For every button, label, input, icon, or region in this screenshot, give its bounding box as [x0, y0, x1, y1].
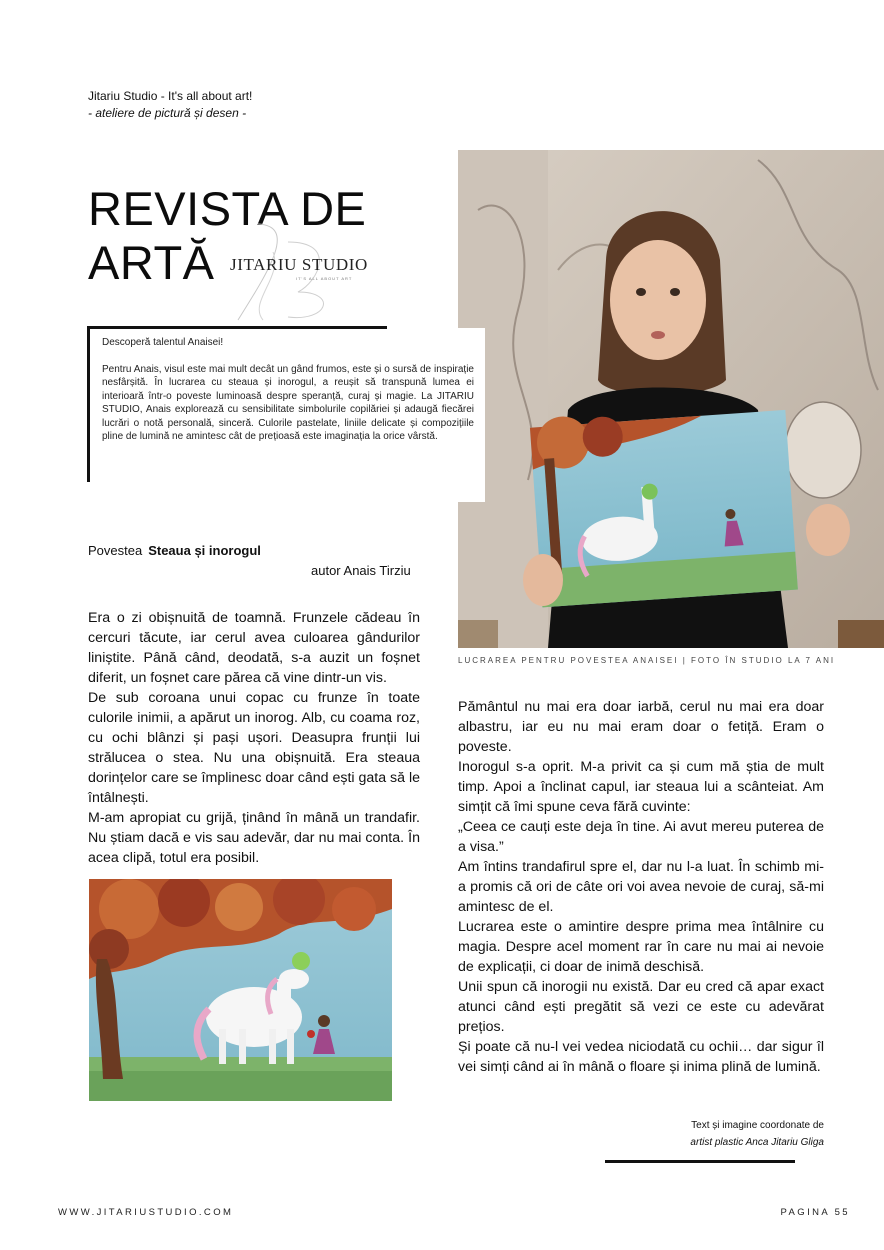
story-paragraph: Inorogul s-a oprit. M-a privit ca și cum mă știa de mult timp. Apoi a înclinat capul, iar steaua lui a scânteiat. Am simțit că îmi spune ceva fără cuvinte: — [458, 759, 824, 815]
credit-rule — [605, 1160, 795, 1163]
studio-subtitle: - ateliere de pictură și desen - — [88, 106, 247, 120]
story-paragraph: Am întins trandafirul spre el, dar nu l-a luat. În schimb mi-a promis că ori de câte ori voi avea nevoie de curaj, să-mi amintesc de el. — [458, 859, 824, 915]
credit-line-2: artist plastic Anca Jitariu Gliga — [690, 1137, 824, 1148]
title-line-2: ARTĂ — [88, 236, 215, 289]
intro-heading: Descoperă talentul Anaisei! — [102, 337, 224, 348]
story-paragraph: Era o zi obișnuită de toamnă. Frunzele cădeau în cercuri tăcute, iar cerul avea culoarea gândurilor liniștite. Până când, deodată, s-a auzit un foșnet diferit, un foșnet care părea că vine dintr-un vis. — [88, 610, 420, 686]
story-paragraph: M-am apropiat cu grijă, ținând în mână un trandafir. Nu știam dacă e vis sau adevăr, dar nu mai conta. În acea clipă, totul era posibil. — [88, 810, 420, 866]
story-right-column — [458, 697, 824, 1077]
credit-line-1: Text și imagine coordonate de — [691, 1120, 824, 1131]
studio-photo — [458, 150, 884, 648]
story-paragraph: Pământul nu mai era doar iarbă, cerul nu mai era doar albastru, iar eu nu mai eram doar o fetiță. Eram o poveste. — [458, 699, 824, 755]
photo-caption: LUCRAREA PENTRU POVESTEA ANAISEI | FOTO ÎN STUDIO LA 7 ANI — [458, 656, 836, 665]
logo-name: JITARIU STUDIO — [230, 255, 368, 274]
studio-logo — [228, 222, 378, 322]
studio-header — [88, 88, 252, 122]
story-left-column — [88, 608, 420, 868]
logo-tagline: IT'S ALL ABOUT ART — [296, 276, 353, 281]
intro-body: Pentru Anais, visul este mai mult decât un gând frumos, este și o sursă de inspirație nesfârșită. În lucrarea cu steaua și inorogul, a reușit să transpună lumea ei interioară într-o poveste luminoasă despre speranță, curaj și magie. La JITARIU STUDIO, Anais explorează cu sensibilitate simbolurile copilăriei și adaugă fiecărei lucrări o notă personală, sinceră. Culorile pastelate, liniile delicate și compozițiile pline de lumină ne amintesc cât de prețioasă este imaginația la orice vârstă. — [102, 363, 474, 442]
story-title: Steaua și inorogul — [148, 543, 261, 558]
title-line-1: REVISTA DE — [88, 182, 367, 235]
story-prefix: Povestea — [88, 543, 143, 558]
story-paragraph: De sub coroana unui copac cu frunze în toate culorile inimii, a apărut un inorog. Alb, cu coama roz, cu ochi blânzi și pași ușori. Deasupra frunții lui strălucea o stea. Nu una obișnuită. Era steaua dorințelor care se împlinesc doar când ești gata să le întâlnești. — [88, 690, 421, 806]
story-paragraph: Și poate că nu-l vei vedea niciodată cu ochii… dar sigur îl vei simți când ai în mână o floare și inima plină de lumină. — [458, 1039, 824, 1075]
studio-name: Jitariu Studio - It's all about art! — [88, 89, 253, 103]
credit — [690, 1117, 824, 1151]
painting-image — [89, 879, 392, 1101]
photo-illustration — [458, 150, 884, 648]
painting-illustration — [89, 879, 392, 1101]
intro-text — [102, 336, 474, 444]
story-heading — [88, 543, 261, 558]
footer-page-number: PAGINA 55 — [780, 1207, 850, 1218]
story-paragraph: Lucrarea este o amintire despre prima mea întâlnire cu magia. Despre acel moment rar în care nu mai ai nevoie de explicații, ci doar de inimă deschisă. — [458, 919, 824, 975]
intro-top-rule — [87, 326, 387, 329]
story-author: autor Anais Tirziu — [311, 563, 411, 578]
footer-website[interactable]: WWW.JITARIUSTUDIO.COM — [58, 1207, 234, 1218]
intro-side-rule — [87, 326, 90, 482]
story-paragraph: „Ceea ce cauți este deja în tine. Ai avut mereu puterea de a visa.” — [458, 819, 824, 855]
story-paragraph: Unii spun că inorogii nu există. Dar eu cred că apar exact atunci când ești pregătit să vezi ce este cu adevărat prețios. — [458, 979, 824, 1035]
